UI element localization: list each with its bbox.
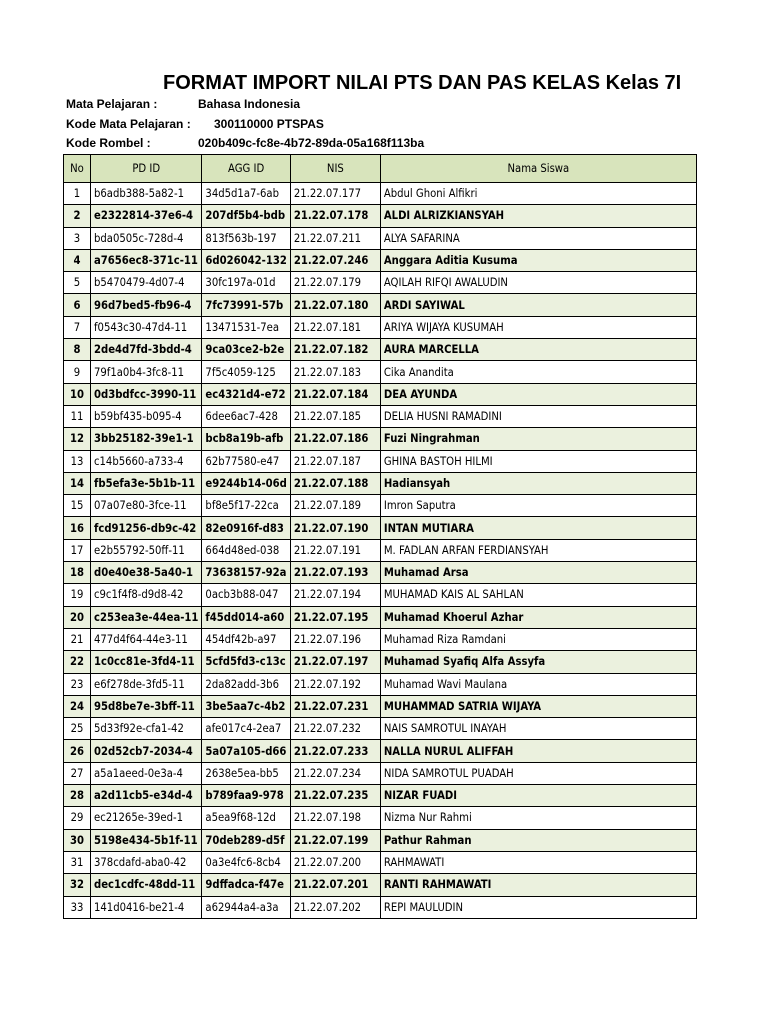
table-row (64, 695, 697, 717)
cell-no: 17 (64, 539, 91, 561)
table-row (64, 628, 697, 650)
cell-agg-id: b789faa9-978 (202, 785, 290, 807)
cell-nama-siswa: M. FADLAN ARFAN FERDIANSYAH (380, 539, 696, 561)
table-row (64, 249, 697, 271)
cell-pd-id: 02d52cb7-2034-4 (91, 740, 202, 762)
cell-no: 24 (64, 695, 91, 717)
cell-agg-id: 73638157-92a (202, 562, 290, 584)
cell-nama-siswa: ARIYA WIJAYA KUSUMAH (380, 316, 696, 338)
table-row (64, 450, 697, 472)
cell-no: 23 (64, 673, 91, 695)
cell-agg-id: 5cfd5fd3-c13c (202, 651, 290, 673)
cell-pd-id: 0d3bdfcc-3990-11 (91, 383, 202, 405)
cell-nis: 21.22.07.185 (290, 405, 380, 427)
cell-nama-siswa: AURA MARCELLA (380, 339, 696, 361)
cell-nama-siswa: Cika Anandita (380, 361, 696, 383)
cell-pd-id: 07a07e80-3fce-11 (91, 495, 202, 517)
cell-nis: 21.22.07.191 (290, 539, 380, 561)
cell-nis: 21.22.07.233 (290, 740, 380, 762)
cell-no: 4 (64, 249, 91, 271)
cell-nama-siswa: NIZAR FUADI (380, 785, 696, 807)
table-row (64, 874, 697, 896)
cell-no: 31 (64, 851, 91, 873)
cell-nama-siswa: Fuzi Ningrahman (380, 428, 696, 450)
cell-nis: 21.22.07.180 (290, 294, 380, 316)
cell-pd-id: 3bb25182-39e1-1 (91, 428, 202, 450)
table-row (64, 785, 697, 807)
cell-nis: 21.22.07.235 (290, 785, 380, 807)
cell-pd-id: 79f1a0b4-3fc8-11 (91, 361, 202, 383)
cell-no: 26 (64, 740, 91, 762)
cell-nis: 21.22.07.201 (290, 874, 380, 896)
cell-nama-siswa: ALYA SAFARINA (380, 227, 696, 249)
table-row (64, 383, 697, 405)
cell-pd-id: e2322814-37e6-4 (91, 205, 202, 227)
cell-no: 28 (64, 785, 91, 807)
cell-pd-id: a7656ec8-371c-11 (91, 249, 202, 271)
cell-nama-siswa: Muhamad Arsa (380, 562, 696, 584)
cell-nama-siswa: INTAN MUTIARA (380, 517, 696, 539)
cell-pd-id: 2de4d7fd-3bdd-4 (91, 339, 202, 361)
cell-nis: 21.22.07.194 (290, 584, 380, 606)
cell-nis: 21.22.07.190 (290, 517, 380, 539)
cell-pd-id: ec21265e-39ed-1 (91, 807, 202, 829)
table-row (64, 294, 697, 316)
cell-pd-id: 141d0416-be21-4 (91, 896, 202, 918)
cell-nama-siswa: AQILAH RIFQI AWALUDIN (380, 272, 696, 294)
cell-agg-id: 13471531-7ea (202, 316, 290, 338)
cell-nis: 21.22.07.177 (290, 183, 380, 205)
cell-nis: 21.22.07.200 (290, 851, 380, 873)
cell-agg-id: 34d5d1a7-6ab (202, 183, 290, 205)
cell-nis: 21.22.07.184 (290, 383, 380, 405)
cell-nis: 21.22.07.182 (290, 339, 380, 361)
cell-no: 9 (64, 361, 91, 383)
cell-pd-id: a2d11cb5-e34d-4 (91, 785, 202, 807)
cell-agg-id: 454df42b-a97 (202, 628, 290, 650)
cell-no: 29 (64, 807, 91, 829)
cell-agg-id: 82e0916f-d83 (202, 517, 290, 539)
cell-nama-siswa: NIDA SAMROTUL PUADAH (380, 762, 696, 784)
cell-no: 16 (64, 517, 91, 539)
table-row (64, 405, 697, 427)
cell-nis: 21.22.07.186 (290, 428, 380, 450)
cell-agg-id: 2da82add-3b6 (202, 673, 290, 695)
subject-label: Mata Pelajaran : (66, 97, 158, 111)
cell-nama-siswa: DEA AYUNDA (380, 383, 696, 405)
cell-pd-id: 96d7bed5-fb96-4 (91, 294, 202, 316)
cell-nama-siswa: MUHAMAD KAIS AL SAHLAN (380, 584, 696, 606)
cell-nis: 21.22.07.232 (290, 718, 380, 740)
cell-nis: 21.22.07.231 (290, 695, 380, 717)
cell-pd-id: a5a1aeed-0e3a-4 (91, 762, 202, 784)
cell-no: 6 (64, 294, 91, 316)
rombel-row (66, 135, 424, 151)
header-nama-siswa: Nama Siswa (380, 155, 696, 183)
cell-agg-id: a62944a4-a3a (202, 896, 290, 918)
header-agg-id: AGG ID (202, 155, 290, 183)
cell-agg-id: 813f563b-197 (202, 227, 290, 249)
cell-nama-siswa: Nizma Nur Rahmi (380, 807, 696, 829)
cell-agg-id: 7f5c4059-125 (202, 361, 290, 383)
cell-nis: 21.22.07.199 (290, 829, 380, 851)
cell-pd-id: 1c0cc81e-3fd4-11 (91, 651, 202, 673)
table-row (64, 562, 697, 584)
cell-nama-siswa: RANTI RAHMAWATI (380, 874, 696, 896)
cell-no: 12 (64, 428, 91, 450)
cell-pd-id: f0543c30-47d4-11 (91, 316, 202, 338)
cell-no: 8 (64, 339, 91, 361)
subject-code-value: 300110000 PTSPAS (214, 117, 324, 131)
cell-no: 5 (64, 272, 91, 294)
cell-agg-id: 6dee6ac7-428 (202, 405, 290, 427)
cell-nama-siswa: DELIA HUSNI RAMADINI (380, 405, 696, 427)
cell-pd-id: c253ea3e-44ea-11 (91, 606, 202, 628)
cell-pd-id: 95d8be7e-3bff-11 (91, 695, 202, 717)
cell-no: 21 (64, 628, 91, 650)
header-no: No (64, 155, 91, 183)
cell-no: 15 (64, 495, 91, 517)
table-row (64, 606, 697, 628)
cell-no: 14 (64, 472, 91, 494)
rombel-label: Kode Rombel : (66, 136, 151, 150)
cell-no: 18 (64, 562, 91, 584)
table-row (64, 740, 697, 762)
cell-nama-siswa: Muhamad Wavi Maulana (380, 673, 696, 695)
cell-nama-siswa: REPI MAULUDIN (380, 896, 696, 918)
cell-agg-id: a5ea9f68-12d (202, 807, 290, 829)
cell-nis: 21.22.07.193 (290, 562, 380, 584)
cell-agg-id: 3be5aa7c-4b2 (202, 695, 290, 717)
table-row (64, 227, 697, 249)
rombel-value: 020b409c-fc8e-4b72-89da-05a168f113ba (198, 136, 425, 150)
cell-nis: 21.22.07.246 (290, 249, 380, 271)
cell-no: 2 (64, 205, 91, 227)
header-nis: NIS (290, 155, 380, 183)
cell-nis: 21.22.07.192 (290, 673, 380, 695)
table-row (64, 807, 697, 829)
table-row (64, 673, 697, 695)
cell-agg-id: 0a3e4fc6-8cb4 (202, 851, 290, 873)
table-row (64, 517, 697, 539)
subject-value: Bahasa Indonesia (198, 97, 301, 111)
cell-nis: 21.22.07.179 (290, 272, 380, 294)
table-row (64, 584, 697, 606)
cell-pd-id: 5d33f92e-cfa1-42 (91, 718, 202, 740)
cell-nis: 21.22.07.195 (290, 606, 380, 628)
cell-nama-siswa: ALDI ALRIZKIANSYAH (380, 205, 696, 227)
cell-no: 19 (64, 584, 91, 606)
cell-agg-id: 0acb3b88-047 (202, 584, 290, 606)
cell-pd-id: c9c1f4f8-d9d8-42 (91, 584, 202, 606)
cell-nis: 21.22.07.188 (290, 472, 380, 494)
cell-agg-id: 5a07a105-d66 (202, 740, 290, 762)
cell-no: 33 (64, 896, 91, 918)
cell-nama-siswa: Hadiansyah (380, 472, 696, 494)
cell-no: 20 (64, 606, 91, 628)
subject-row (66, 96, 300, 112)
table-row (64, 472, 697, 494)
cell-nama-siswa: Muhamad Khoerul Azhar (380, 606, 696, 628)
cell-nis: 21.22.07.198 (290, 807, 380, 829)
table-row (64, 539, 697, 561)
cell-pd-id: b5470479-4d07-4 (91, 272, 202, 294)
cell-nama-siswa: Pathur Rahman (380, 829, 696, 851)
cell-no: 30 (64, 829, 91, 851)
cell-nis: 21.22.07.197 (290, 651, 380, 673)
cell-nis: 21.22.07.211 (290, 227, 380, 249)
cell-nama-siswa: Anggara Aditia Kusuma (380, 249, 696, 271)
cell-pd-id: d0e40e38-5a40-1 (91, 562, 202, 584)
cell-pd-id: 477d4f64-44e3-11 (91, 628, 202, 650)
subject-code-label: Kode Mata Pelajaran : (66, 117, 191, 131)
cell-nama-siswa: RAHMAWATI (380, 851, 696, 873)
cell-pd-id: b6adb388-5a82-1 (91, 183, 202, 205)
cell-agg-id: 2638e5ea-bb5 (202, 762, 290, 784)
cell-agg-id: 207df5b4-bdb (202, 205, 290, 227)
cell-no: 1 (64, 183, 91, 205)
cell-no: 32 (64, 874, 91, 896)
cell-nama-siswa: NAIS SAMROTUL INAYAH (380, 718, 696, 740)
cell-pd-id: 5198e434-5b1f-11 (91, 829, 202, 851)
cell-agg-id: f45dd014-a60 (202, 606, 290, 628)
cell-nis: 21.22.07.234 (290, 762, 380, 784)
cell-no: 7 (64, 316, 91, 338)
table-row (64, 495, 697, 517)
table-row (64, 205, 697, 227)
cell-agg-id: 70deb289-d5f (202, 829, 290, 851)
cell-nama-siswa: Imron Saputra (380, 495, 696, 517)
cell-nama-siswa: GHINA BASTOH HILMI (380, 450, 696, 472)
cell-no: 25 (64, 718, 91, 740)
cell-pd-id: 378cdafd-aba0-42 (91, 851, 202, 873)
cell-no: 3 (64, 227, 91, 249)
cell-agg-id: bf8e5f17-22ca (202, 495, 290, 517)
table-row (64, 361, 697, 383)
cell-agg-id: ec4321d4-e72 (202, 383, 290, 405)
table-row (64, 896, 697, 918)
cell-nis: 21.22.07.181 (290, 316, 380, 338)
table-row (64, 339, 697, 361)
cell-agg-id: e9244b14-06d (202, 472, 290, 494)
cell-agg-id: 9dffadca-f47e (202, 874, 290, 896)
table-row (64, 183, 697, 205)
table-row (64, 851, 697, 873)
cell-nis: 21.22.07.196 (290, 628, 380, 650)
table-row (64, 651, 697, 673)
page-title: FORMAT IMPORT NILAI PTS DAN PAS KELAS Kelas 7I (163, 72, 682, 94)
table-row (64, 718, 697, 740)
cell-no: 22 (64, 651, 91, 673)
cell-pd-id: fcd91256-db9c-42 (91, 517, 202, 539)
cell-nis: 21.22.07.183 (290, 361, 380, 383)
cell-agg-id: afe017c4-2ea7 (202, 718, 290, 740)
cell-no: 11 (64, 405, 91, 427)
cell-nama-siswa: ARDI SAYIWAL (380, 294, 696, 316)
cell-nama-siswa: Muhamad Riza Ramdani (380, 628, 696, 650)
cell-no: 27 (64, 762, 91, 784)
cell-pd-id: b59bf435-b095-4 (91, 405, 202, 427)
table-header-row (64, 155, 697, 183)
cell-agg-id: 62b77580-e47 (202, 450, 290, 472)
cell-pd-id: e2b55792-50ff-11 (91, 539, 202, 561)
cell-agg-id: 30fc197a-01d (202, 272, 290, 294)
cell-nama-siswa: MUHAMMAD SATRIA WIJAYA (380, 695, 696, 717)
cell-nis: 21.22.07.189 (290, 495, 380, 517)
cell-nis: 21.22.07.202 (290, 896, 380, 918)
table-row (64, 428, 697, 450)
cell-nama-siswa: Muhamad Syafiq Alfa Assyfa (380, 651, 696, 673)
cell-no: 13 (64, 450, 91, 472)
table-row (64, 829, 697, 851)
cell-agg-id: 7fc73991-57b (202, 294, 290, 316)
cell-agg-id: 6d026042-132 (202, 249, 290, 271)
cell-pd-id: dec1cdfc-48dd-11 (91, 874, 202, 896)
cell-nama-siswa: Abdul Ghoni Alfikri (380, 183, 696, 205)
student-table (63, 154, 697, 919)
table-row (64, 762, 697, 784)
table-row (64, 316, 697, 338)
subject-code-row (66, 116, 324, 132)
cell-pd-id: c14b5660-a733-4 (91, 450, 202, 472)
cell-nis: 21.22.07.178 (290, 205, 380, 227)
cell-pd-id: e6f278de-3fd5-11 (91, 673, 202, 695)
cell-agg-id: 664d48ed-038 (202, 539, 290, 561)
cell-no: 10 (64, 383, 91, 405)
cell-pd-id: fb5efa3e-5b1b-11 (91, 472, 202, 494)
cell-nama-siswa: NALLA NURUL ALIFFAH (380, 740, 696, 762)
table-row (64, 272, 697, 294)
cell-agg-id: 9ca03ce2-b2e (202, 339, 290, 361)
header-pd-id: PD ID (91, 155, 202, 183)
cell-nis: 21.22.07.187 (290, 450, 380, 472)
cell-agg-id: bcb8a19b-afb (202, 428, 290, 450)
cell-pd-id: bda0505c-728d-4 (91, 227, 202, 249)
